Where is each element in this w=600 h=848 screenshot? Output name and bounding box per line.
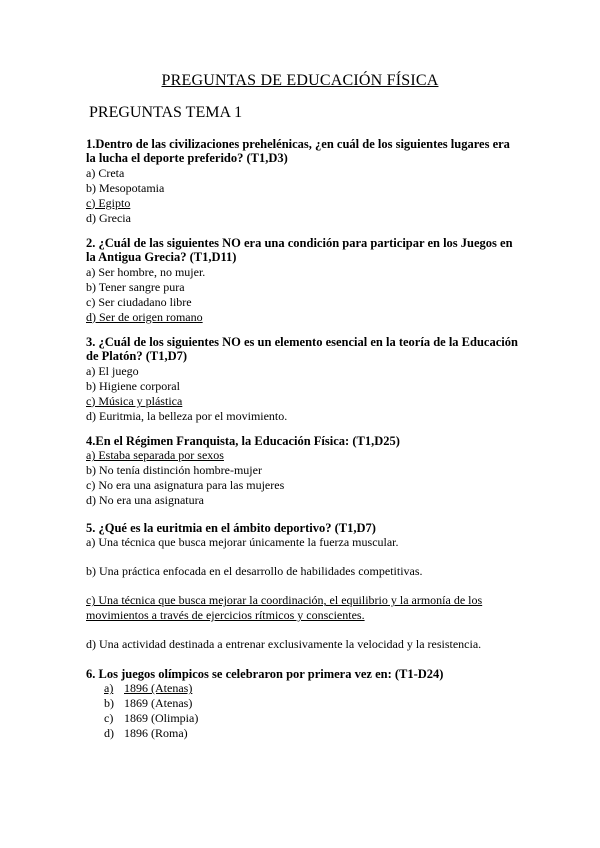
option-c-correct: c) Egipto: [86, 195, 131, 210]
question-6: [86, 667, 518, 741]
question-text: 2. ¿Cuál de las siguientes NO era una condición para participar en los Juegos en la Antigua Grecia? (T1,D11): [86, 236, 513, 265]
option-text: 1896 (Roma): [124, 726, 188, 741]
section-title: PREGUNTAS TEMA 1: [89, 104, 243, 121]
option-b: b) Una práctica enfocada en el desarrollo de habilidades competitivas.: [86, 564, 423, 579]
question-text: 6. Los juegos olímpicos se celebraron por primera vez en: (T1-D24): [86, 667, 444, 681]
option-d: d) Euritmia, la belleza por el movimiento.: [86, 408, 288, 423]
option-b: [104, 696, 518, 711]
question-text: 4.En el Régimen Franquista, la Educación Física: (T1,D25): [86, 434, 400, 448]
question-1: [86, 137, 518, 225]
option-c-correct: c) Una técnica que busca mejorar la coordinación, el equilibrio y la armonía de los movimientos a través de ejercicios rítmicos y conscientes.: [86, 593, 483, 623]
question-text: 5. ¿Qué es la euritmia en el ámbito deportivo? (T1,D7): [86, 521, 376, 535]
option-b: b) No tenía distinción hombre-mujer: [86, 463, 262, 478]
option-text: 1869 (Atenas): [124, 696, 193, 711]
question-5: [86, 521, 526, 652]
option-d: [104, 726, 518, 741]
option-a-correct: a) Estaba separada por sexos: [86, 448, 224, 463]
option-b: b) Mesopotamia: [86, 180, 165, 195]
spacer: [86, 550, 526, 564]
question-2: [86, 236, 518, 324]
option-text: 1869 (Olimpia): [124, 711, 199, 726]
option-text: 1896 (Atenas): [124, 681, 193, 696]
question-text: 1.Dentro de las civilizaciones prehelénicas, ¿en cuál de los siguientes lugares era la lucha el deporte preferido? (T1,D3): [86, 137, 510, 166]
question-3: [86, 335, 518, 423]
option-c-correct: c) Música y plástica: [86, 393, 183, 408]
option-letter: c): [104, 711, 114, 726]
option-d: d) Grecia: [86, 210, 131, 225]
question-text: 3. ¿Cuál de los siguientes NO es un elemento esencial en la teoría de la Educación de Platón? (T1,D7): [86, 335, 518, 364]
option-letter: b): [104, 696, 114, 711]
option-c: [104, 711, 518, 726]
option-c: c) No era una asignatura para las mujeres: [86, 478, 285, 493]
option-b: b) Higiene corporal: [86, 378, 180, 393]
option-b: b) Tener sangre pura: [86, 279, 185, 294]
option-d-correct: d) Ser de origen romano: [86, 309, 203, 324]
spacer: [86, 623, 526, 637]
option-a: a) Ser hombre, no mujer.: [86, 264, 206, 279]
option-c: c) Ser ciudadano libre: [86, 294, 192, 309]
option-a: a) El juego: [86, 363, 139, 378]
option-letter: d): [104, 726, 114, 741]
spacer: [86, 579, 526, 593]
document-title: PREGUNTAS DE EDUCACIÓN FÍSICA: [161, 72, 439, 89]
question-4: [86, 434, 518, 508]
option-list: [104, 681, 518, 741]
option-a: a) Una técnica que busca mejorar únicamente la fuerza muscular.: [86, 535, 399, 550]
option-d: d) No era una asignatura: [86, 493, 204, 508]
option-a: a) Creta: [86, 165, 125, 180]
option-d: d) Una actividad destinada a entrenar exclusivamente la velocidad y la resistencia.: [86, 637, 482, 652]
option-letter: a): [104, 681, 114, 696]
option-a-correct: [104, 681, 518, 696]
